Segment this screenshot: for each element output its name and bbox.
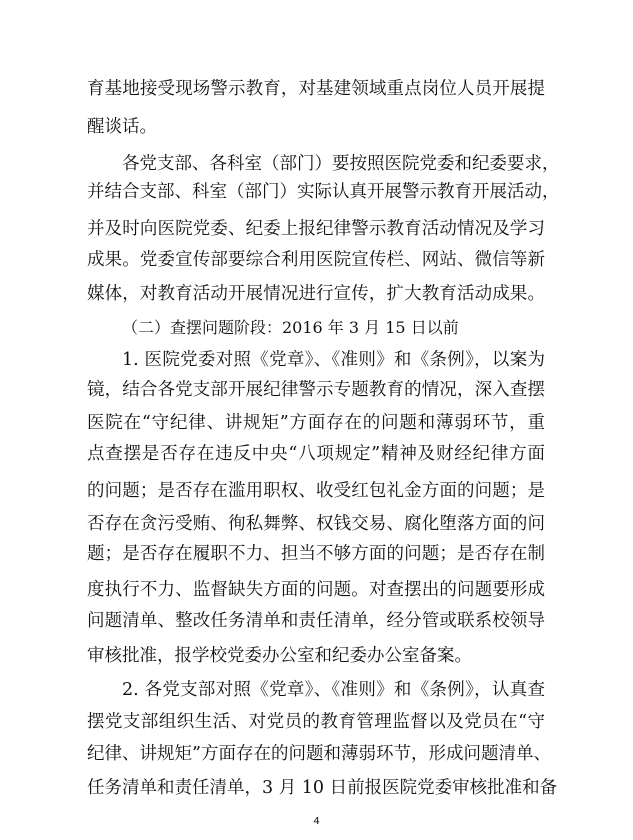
text-line-14: 否存在贪污受贿、徇私舞弊、权钱交易、腐化堕落方面的问 bbox=[87, 514, 545, 534]
text-line-11: 医院在“守纪律、讲规矩”方面存在的问题和薄弱环节，重 bbox=[87, 413, 545, 433]
text-line-18: 审核批准，报学校党委办公室和纪委办公室备案。 bbox=[87, 646, 472, 666]
text-line-12: 点查摆是否存在违反中央“八项规定”精神及财经纪律方面 bbox=[87, 444, 545, 464]
text-line-13: 的问题；是否存在滥用职权、收受红包礼金方面的问题；是 bbox=[87, 481, 545, 501]
text-line-17: 问题清单、整改任务清单和责任清单，经分管或联系校领导 bbox=[87, 611, 545, 631]
text-line-20: 摆党支部组织生活、对党员的教育管理监督以及党员在“守 bbox=[87, 712, 545, 732]
text-line-7: 媒体，对教育活动开展情况进行宣传，扩大教育活动成果。 bbox=[87, 284, 545, 304]
text-line-3: 各党支部、各科室（部门）要按照医院党委和纪委要求， bbox=[122, 154, 560, 174]
text-line-10: 镜，结合各党支部开展纪律警示专题教育的情况，深入查摆 bbox=[87, 380, 545, 400]
text-line-9: 1. 医院党委对照《党章》、《准则》和《条例》，以案为 bbox=[122, 350, 545, 370]
text-line-1: 育基地接受现场警示教育，对基建领域重点岗位人员开展提 bbox=[87, 79, 545, 99]
page-number: 4 bbox=[313, 816, 320, 827]
text-line-16: 度执行不力、监督缺失方面的问题。对查摆出的问题要形成 bbox=[87, 580, 545, 600]
text-line-22: 任务清单和责任清单，3 月 10 日前报医院党委审核批准和备 bbox=[87, 778, 558, 798]
text-line-5: 并及时向医院党委、纪委上报纪律警示教育活动情况及学习 bbox=[87, 219, 545, 239]
text-line-21: 纪律、讲规矩”方面存在的问题和薄弱环节，形成问题清单、 bbox=[87, 744, 551, 764]
text-line-2: 醒谈话。 bbox=[87, 117, 157, 137]
section-heading: （二）查摆问题阶段：2016 年 3 月 15 日以前 bbox=[122, 318, 459, 337]
text-line-19: 2. 各党支部对照《党章》、《准则》和《条例》，认真查 bbox=[122, 680, 545, 700]
text-line-4: 并结合支部、科室（部门）实际认真开展警示教育开展活动， bbox=[87, 182, 560, 202]
text-line-15: 题；是否存在履职不力、担当不够方面的问题；是否存在制 bbox=[87, 544, 545, 564]
text-line-6: 成果。党委宣传部要综合利用医院宣传栏、网站、微信等新 bbox=[87, 250, 545, 270]
